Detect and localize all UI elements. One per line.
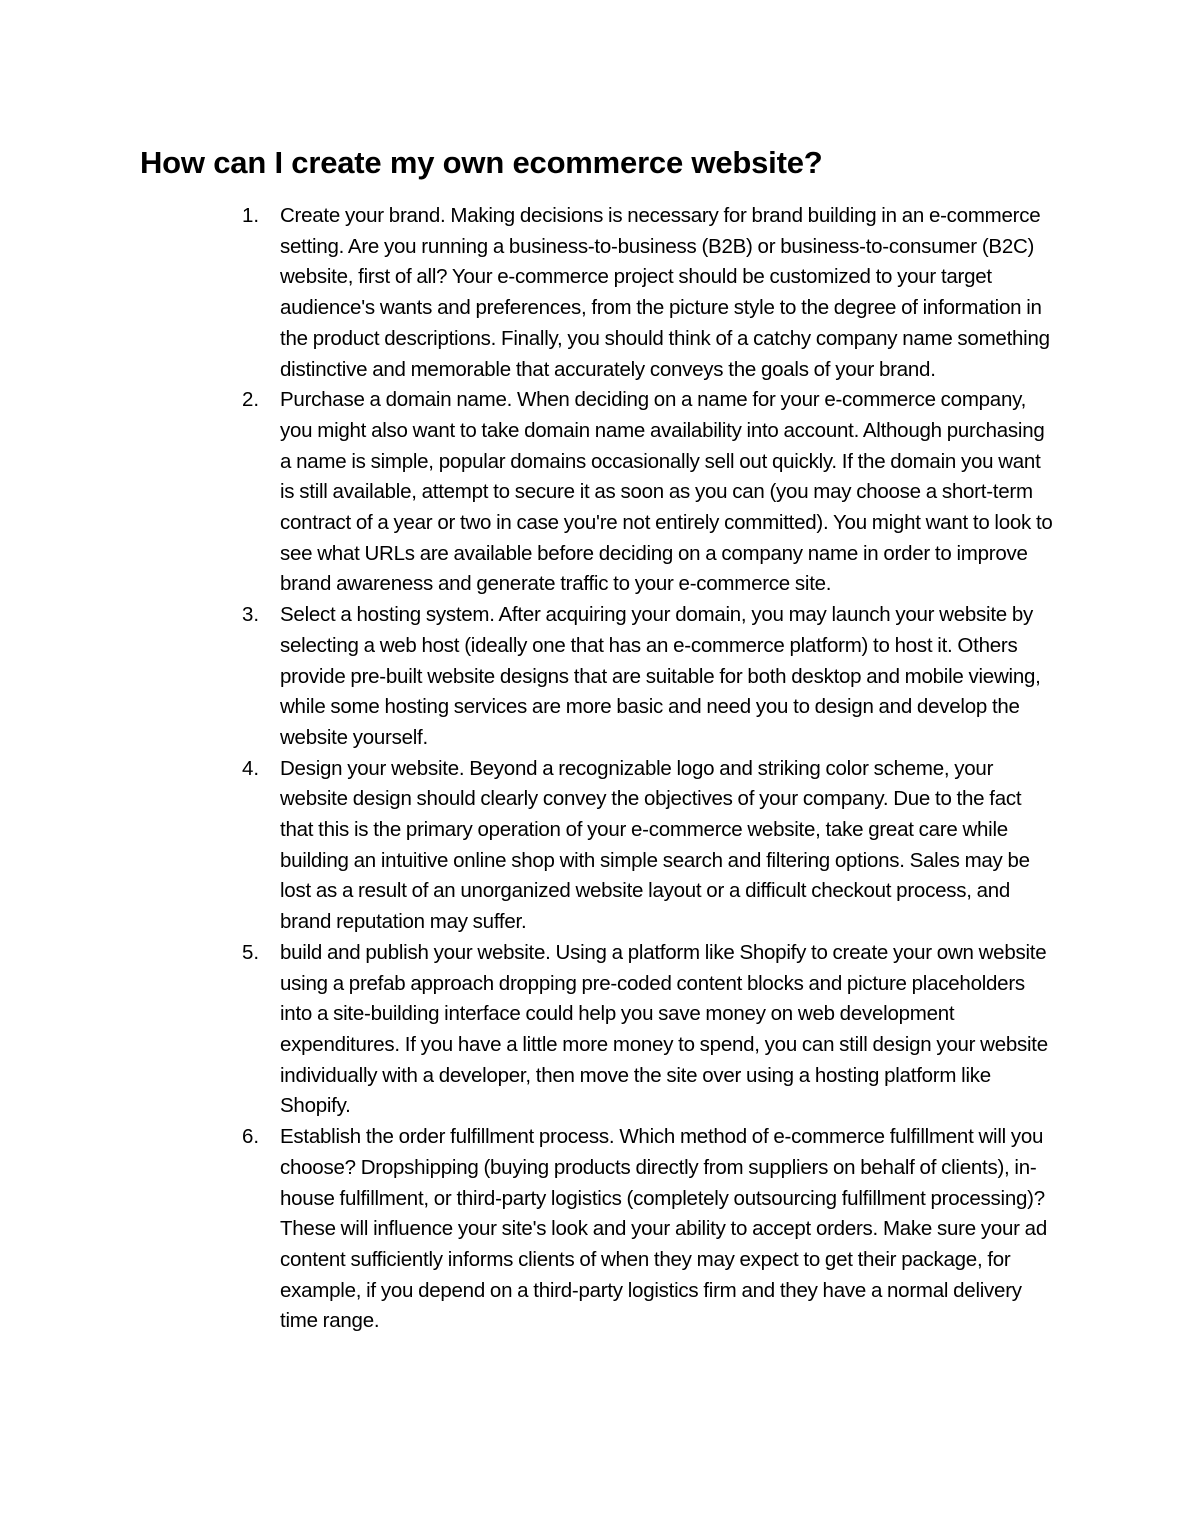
step-number: 1.: [242, 204, 260, 227]
step-number: 2.: [242, 388, 260, 412]
step-number: 4.: [242, 756, 260, 780]
step-number: 6.: [242, 1125, 260, 1149]
step-text: Select a hosting system. After acquiring your domain, you may launch your website by selecting a web host (ideally one that has an e-commerce platform) to host it. Others provide pre-built website designs that are suitable for both desktop and mobile viewing, while some hosting services are more basic and need you to design and develop the website yourself.: [280, 603, 1041, 749]
list-item: [242, 1122, 1054, 1337]
step-text: Create your brand. Making decisions is necessary for brand building in an e-commerce setting. Are you running a business-to-business (B2B) or business-to-consumer (B2C) website, first of all? Your e-commerce project should be customized to your target audience's wants and preferences, from the picture style to the degree of information in the product descriptions. Finally, you should think of a catchy company name something distinctive and memorable that accurately conveys the goals of your brand.: [280, 204, 1050, 381]
step-text: Establish the order fulfillment process. Which method of e-commerce fulfillment will you choose? Dropshipping (buying products directly from suppliers on behalf of clients), in-house fulfillment, or third-party logistics (completely outsourcing fulfillment processing)? These will influence your site's look and your ability to accept orders. Make sure your ad content sufficiently informs clients of when they may expect to get their package, for example, if you depend on a third-party logistics firm and they have a normal delivery time range.: [280, 1125, 1047, 1333]
step-text: build and publish your website. Using a platform like Shopify to create your own website using a prefab approach dropping pre-coded content blocks and picture placeholders into a site-building interface could help you save money on web development expenditures. If you have a little more money to spend, you can still design your website individually with a developer, then move the site over using a hosting platform like Shopify.: [280, 940, 1048, 1118]
list-item: [242, 385, 1054, 600]
list-item: [242, 201, 1054, 385]
steps-list: [242, 201, 1054, 1337]
step-text: Purchase a domain name. When deciding on a name for your e-commerce company, you might also want to take domain name availability into account. Although purchasing a name is simple, popular domains occasionally sell out quickly. If the domain you want is still available, attempt to secure it as soon as you can (you may choose a short-term contract of a year or two in case you're not entirely committed). You might want to look to see what URLs are available before deciding on a company name in order to improve brand awareness and generate traffic to your e-commerce site.: [280, 388, 1053, 596]
step-text: Design your website. Beyond a recognizable logo and striking color scheme, your website design should clearly convey the objectives of your company. Due to the fact that this is the primary operation of your e-commerce website, take great care while building an intuitive online shop with simple search and filtering options. Sales may be lost as a result of an unorganized website layout or a difficult checkout process, and brand reputation may suffer.: [280, 756, 1030, 934]
list-item: [242, 754, 1054, 938]
list-item: [242, 600, 1054, 754]
document-title: How can I create my own ecommerce website?: [140, 145, 823, 180]
list-item: [242, 938, 1054, 1122]
step-number: 5.: [242, 940, 260, 964]
step-number: 3.: [242, 603, 260, 627]
